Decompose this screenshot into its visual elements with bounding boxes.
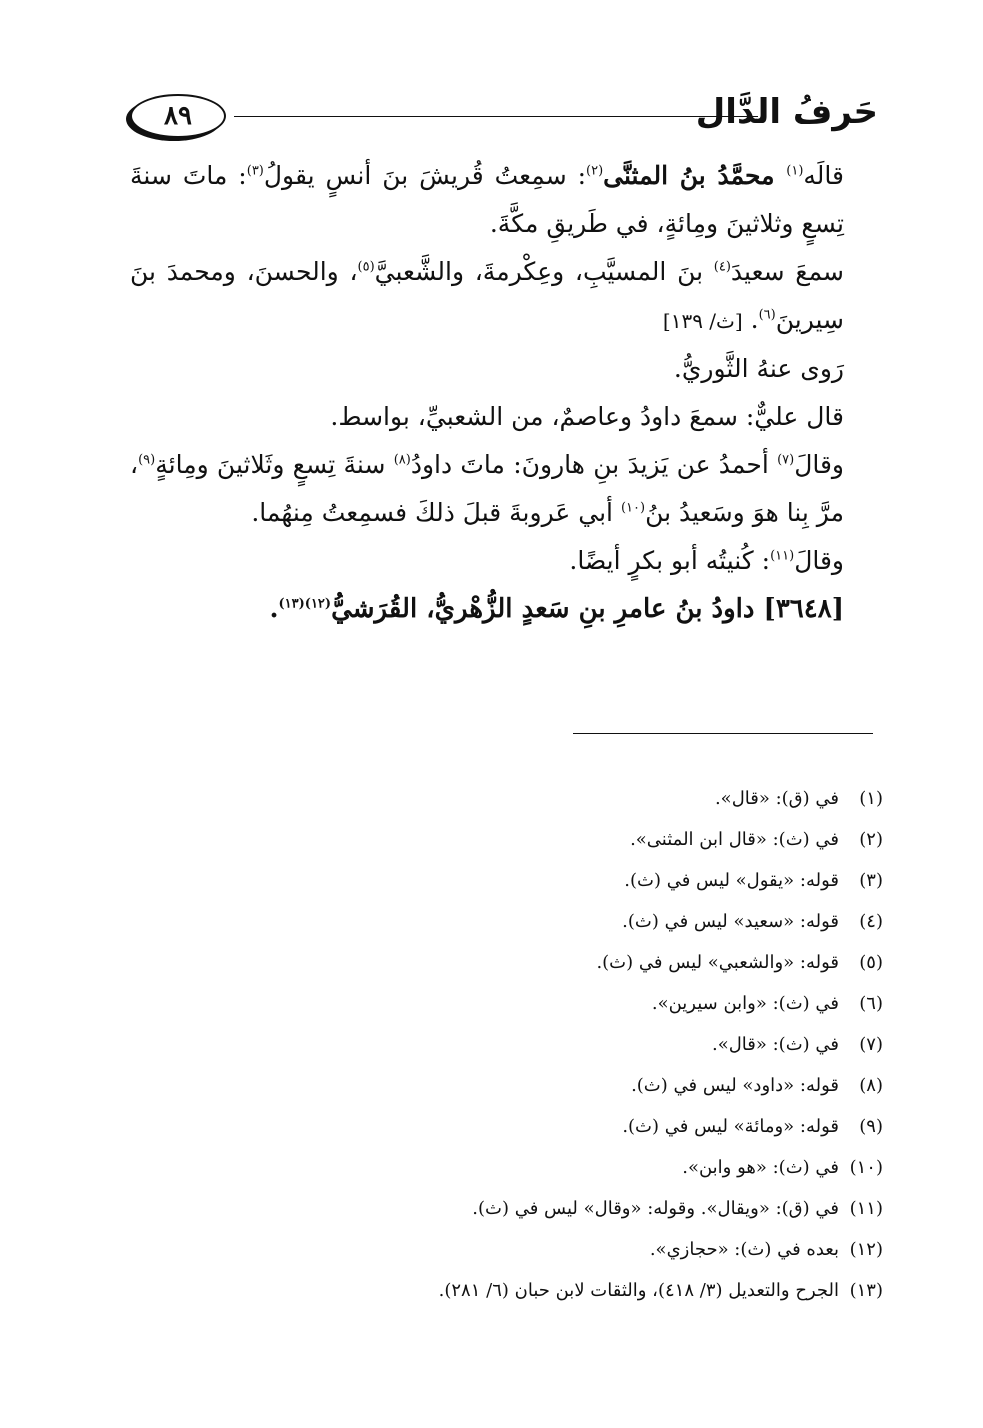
footnote-number: (٥) [859,952,883,973]
text-segment: سنةَ تِسعٍ وثَلاثينَ ومِائةٍ [155,450,394,479]
footnote-ref-3[interactable]: (٣) [246,163,264,179]
text-segment: قالَه [803,161,844,190]
footnote-ref-2[interactable]: (٢) [586,163,604,179]
paragraph-3: رَوى عنهُ الثَّوريُّ. [673,354,844,383]
footnote-number: (٣) [859,870,883,891]
footnote-ref-7[interactable]: (٧) [777,452,795,468]
text-segment: ، والحسنَ، ومحمدَ بنَ سِيرينَ [130,257,844,334]
text-segment: ، مرَّ بِنا هوَ وسَعيدُ بنُ [130,450,844,527]
footnote-item [120,1270,883,1311]
main-text [130,152,878,633]
footnote-number: (٨) [859,1075,883,1096]
text-segment: . [742,305,759,334]
footnote-number: (٧) [859,1034,883,1055]
footnote-number: (٦) [859,993,883,1014]
text-segment: . [269,594,279,624]
footnote-item [120,1106,883,1147]
footnote-item [120,778,883,819]
page-header [130,92,878,144]
text-segment: : سمِعتُ قُريشَ بنَ أنسٍ يقولُ [263,161,586,190]
paragraph-5 [130,441,878,537]
footnote-item [120,1188,883,1229]
footnote-item [120,1024,883,1065]
paragraph-1 [130,152,878,248]
footnote-number: (٤) [859,911,883,932]
text-segment: أحمدُ عن يَزيدَ بنِ هارونَ: ماتَ داودُ [410,450,778,479]
footnote-item [120,819,883,860]
footnote-item [120,983,883,1024]
footnote-item [120,1147,883,1188]
footnote-text: قوله: «والشعبي» ليس في (ث). [596,952,839,973]
footnote-text: بعده في (ث): «حجازي». [649,1239,839,1260]
footnote-list [120,778,883,1311]
footnote-text: في (ث): «قال ابن المثنى». [630,829,839,850]
footnote-number: (١٢) [849,1239,883,1260]
footnote-separator [573,733,873,734]
footnote-text: في (ث): «هو وابن». [682,1157,839,1178]
footnote-text: قوله: «ومائة» ليس في (ث). [622,1116,839,1137]
footnote-number: (٢) [859,829,883,850]
footnote-ref-12[interactable]: (١٢) [304,596,332,612]
footnote-item [120,1229,883,1270]
footnote-item [120,1065,883,1106]
footnote-number: (١٠) [849,1157,883,1178]
footnote-ref-5[interactable]: (٥) [357,259,375,275]
footnote-ref-1[interactable]: (١) [786,163,804,179]
footnote-item [120,860,883,901]
footnote-number: (١٣) [849,1280,883,1301]
footnote-item [120,942,883,983]
footnote-text: قوله: «داود» ليس في (ث). [631,1075,839,1096]
footnote-text: في (ث): «قال». [711,1034,839,1055]
footnote-item [120,901,883,942]
entry-name: داودُ بنُ عامرِ بنِ سَعدٍ الزُّهْريُّ، القُرَشيُّ [331,594,764,624]
footnote-ref-8[interactable]: (٨) [393,452,411,468]
text-segment: بنَ المسيَّبِ، وعِكْرمةَ، والشَّعبيَّ [374,257,714,286]
header-rule [234,116,758,117]
footnote-text: الجرح والتعديل (٣/ ٤١٨)، والثقات لابن حبان (٦/ ٢٨١). [438,1280,839,1301]
footnote-text: في (ث): «وابن سيرين». [651,993,839,1014]
text-segment: أبي عَروبةَ قبلَ ذلكَ فسمِعتُ مِنهُما. [251,498,621,527]
text-segment: : ماتَ سنةَ تِسعٍ وثلاثينَ ومِائةٍ، في طَريقِ مكَّةَ. [130,161,844,238]
text-segment: سمعَ سعيدَ [730,257,844,286]
footnote-text: في (ق): «ويقال». وقوله: «وقال» ليس في (ث). [472,1198,839,1219]
paragraph-2 [130,248,878,345]
footnote-number: (٩) [859,1116,883,1137]
footnote-number: (١١) [849,1198,883,1219]
footnote-ref-6[interactable]: (٦) [758,307,776,323]
text-segment: : كُنيتُه أبو بكرٍ أيضًا. [569,546,771,575]
text-segment: وقالَ [794,546,844,575]
paragraph-4: قال عليٌّ: سمعَ داودُ وعاصمٌ، من الشعبيِّ، بواسط. [330,402,844,431]
footnote-number: (١) [859,788,883,809]
text-segment: وقالَ [794,450,845,479]
footnote-ref-11[interactable]: (١١) [770,548,795,564]
narrator-name: محمَّدُ بنُ المثنَّى [603,161,787,190]
entry-number: [٣٦٤٨] [763,594,844,624]
footnote-text: قوله: «سعيد» ليس في (ث). [622,911,839,932]
footnote-text: قوله: «يقول» ليس في (ث). [624,870,839,891]
entry-heading [130,585,878,633]
footnote-ref-10[interactable]: (١٠) [620,500,646,516]
footnote-text: في (ق): «قال». [714,788,839,809]
footnote-ref-9[interactable]: (٩) [138,452,156,468]
chapter-title: حَرفُ الدَّال [695,92,878,132]
page-number: ٨٩ [130,94,226,138]
paragraph-6 [130,537,878,585]
manuscript-ref: [ث/ ١٣٩] [662,309,743,333]
footnote-ref-4[interactable]: (٤) [713,259,731,275]
footnotes [120,778,883,1311]
footnote-ref-13[interactable]: (١٣) [278,596,305,612]
